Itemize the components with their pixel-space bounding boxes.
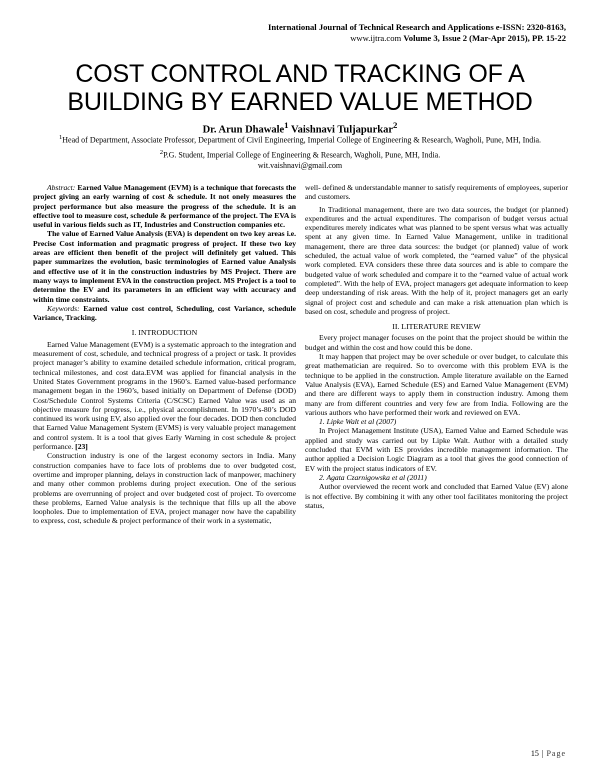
journal-header [166,22,566,43]
author-2-sup: 2 [393,120,398,130]
right-column [305,183,568,510]
affiliation-2-sup: 2 [159,149,164,157]
page-label: Page [546,749,566,758]
intro-paragraph-3: In Traditional management, there are two data sources, the budget (or planned) expenditures and the actual expenditures. The comparison of budget versus actual expenditures merely indicates what was planned to be spent versus what was actually spent at any given time. In Earned Value Management, unlike in traditional management, there are three data sources: the budget (or planned) value of work scheduled, the actual value of work completed, the “earned value” of the physical work completed. EVA considers these three data sources and is able to compare the budgeted value of work scheduled and compare it to the “earned value of actual work completed”. With the help of EVA, project managers get adequate information to keep deep understanding of risk areas. With the help of it, project managers get an early signal of project cost and schedule and can make a risk attenuation plan which is based on cost, schedule and progress of project. [305,204,568,316]
subsection-paragraph-1: In Project Management Institute (USA), Earned Value and Earned Schedule was applied and study was carried out by Lipke Walt. Author with a detailed study concluded that EVM with ES provides incredible management information. The author applied a Decision Logic Diagram as a tool that gives the good connection of EV with the project status indicators of EV. [305,426,568,473]
literature-paragraph-2: It may happen that project may be over schedule or over budget, to calculate this great mathematician are required. So to overcome with this problem EVA is the technique to be applied in the construction. Ample literature available on the Earned Value Analysis (EVA), Earned Schedule (ES) and Earned Value Management (EVM) and there are different ways to apply them in construction industry. Among them many are from different countries and very few are from India. Following are the various authors who have performed their work and reviewed on EVA. [305,352,568,417]
keywords-label: Keywords: [47,303,80,313]
page-footer [531,749,566,758]
author-1-sup: 1 [284,120,289,130]
intro-text-1: Earned Value Management (EVM) is a systematic approach to the integration and measurement of cost, schedule, and technical progress of a project or task. It provides project manager’s ability to examine detailed schedule information, critical program, technical milestones, and cost data.EVM was applied for financial analysis in the United States Government programs in the 1960’s. Earned value-based performance management began in the 1960’s, based initially on Department of Defense (DOD) Cost/Schedule Control Systems Criteria (C/SCSC) Earned Value was used as an objective measure for progress, i.e., physical accomplishment. In 1970’s-80’s DOD continued its work using EV, also applied over the four decades. DOD then concluded that Earned Value Management System (EVMS) is very valuable project management and control system. It is a tool that gives Early Warning in cost schedule & project performance. [33,339,296,452]
citation-ref: [23] [75,442,88,452]
subsection-paragraph-2: Author overviewed the recent work and concluded that Earned Value (EV) alone is not effective. By combining it with any other tool facilitates monitoring the project status, [305,482,568,510]
author-email[interactable]: wit.vaishnavi@gmail.com [257,160,343,170]
author-1: Dr. Arun Dhawale [202,124,285,136]
affiliation-2 [20,148,580,160]
author-2: Vaishnavi Tuljapurkar [290,124,394,136]
affiliation-1-text: Head of Department, Associate Professor, Department of Civil Engineering, Imperial College of Engineering & Research, Wagholi, Pune, MH, India. [62,135,542,145]
affiliation-2-text: P.G. Student, Imperial College of Engineering & Research, Wagholi, Pune, MH, India. [163,150,441,160]
intro-paragraph-2-continued: well- defined & understandable manner to satisfy requirements of employees, superior and customers. [305,183,568,202]
paper-title-line-2: BUILDING BY EARNED VALUE METHOD [67,88,533,116]
subsection-heading-2: 2. Agata Czarnigowska et al (2011) [319,472,427,482]
keywords [33,304,296,323]
affiliations [20,133,580,170]
affiliation-1-sup: 1 [58,134,63,141]
paper-title [20,60,580,116]
journal-line-2 [166,33,566,44]
abstract-text-1: Earned Value Management (EVM) is a technique that forecasts the project giving an early warning of cost & schedule. It not onely measures the project performance but also measure the progress of the schedule. It is an effective tool to measure cost, schedule & performance of the project. The EVA is useful in various fields such as IT, Industries and Construction companies etc. [33,183,296,230]
section-heading-literature-review: II. LITERATURE REVIEW [392,322,481,332]
left-column [33,183,296,526]
keywords-text: Earned value cost control, Scheduling, cost Variance, schedule Variance, Tracking. [33,303,296,323]
footer-divider: | [541,749,544,758]
abstract-paragraph-1 [33,183,296,229]
section-heading-introduction: I. INTRODUCTION [131,328,198,338]
journal-volume: Volume 3, Issue 2 (Mar-Apr 2015), PP. 15-22 [403,32,566,43]
subsection-heading-1: 1. Lipke Walt et al (2007) [319,417,397,427]
abstract [33,183,296,304]
journal-website[interactable]: www.ijtra.com [350,32,402,43]
abstract-paragraph-2: The value of Earned Value Analysis (EVA) is dependent on two key areas i.e. Precise Cost information and pragmatic progress of project. If these two key areas are efficient then benefit of the project will definitely get valued. This paper summarizes the evolution, basic terminologies of Earned value Analysis and effective use of it in the construction industries by MS Project. There are many ways to implement EVA in the construction project. MS Project is a tool to determine the EV and its parameters in an efficient way with accuracy and within time constraints. [33,229,296,304]
intro-paragraph-2: Construction industry is one of the largest economy sectors in India. Many construction companies have to face lots of problems due to over budgeted cost, overtime and improper planning, delays in construction lack of manpower, machinery and many other common problems during project execution. One of the serious problems are overrunning of project and over budgeted cost of project. To overcome these problems, Earned Value analysis is the technique that fills up all the above loopholes. Due to implementation of EVA, project manager now have the capability to express, cost, schedule & project performance of their work in a systematic, [33,451,296,526]
paper-title-line-1: COST CONTROL AND TRACKING OF A [75,60,525,88]
affiliation-1 [20,133,580,145]
abstract-label: Abstract: [47,183,76,192]
literature-paragraph-1: Every project manager focuses on the point that the project should be within the budget and within the cost and how could this be done. [305,333,568,352]
page-number: 15 [530,749,539,758]
intro-paragraph-1 [33,340,296,452]
journal-line-1: International Journal of Technical Research and Applications e-ISSN: 2320-8163, [267,22,566,32]
